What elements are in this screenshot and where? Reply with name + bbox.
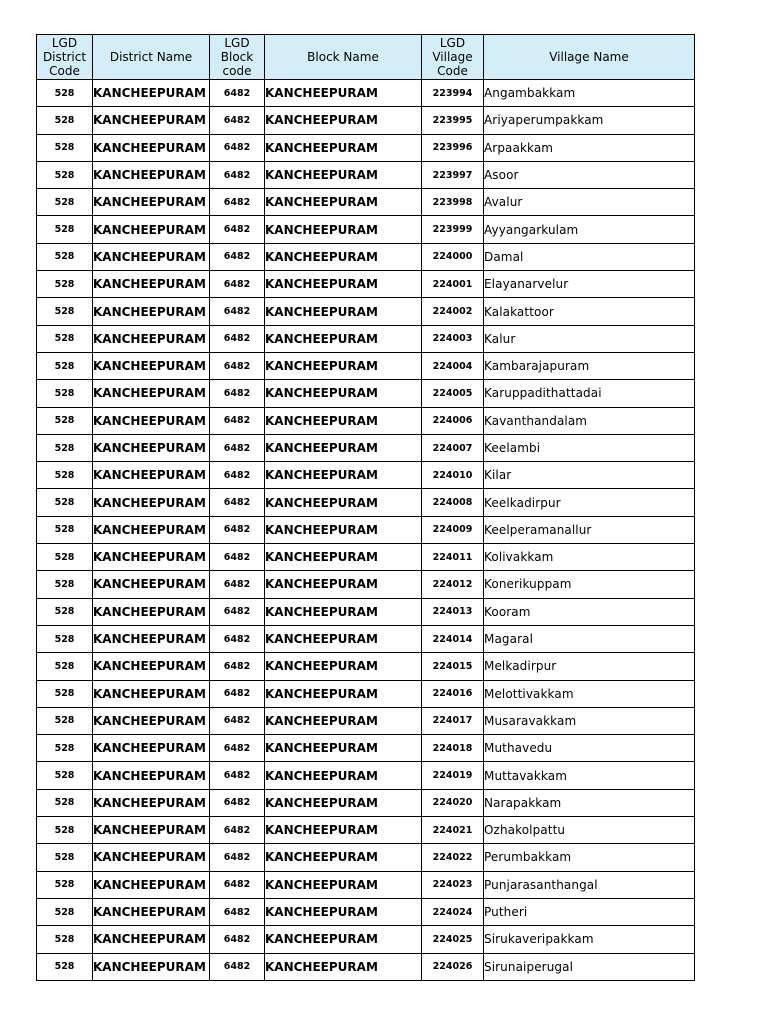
cell-district-code: 528 — [37, 352, 93, 379]
cell-village-name: Keelambi — [484, 434, 695, 461]
table-row — [37, 844, 695, 871]
cell-village-code: 224019 — [422, 762, 484, 789]
cell-block-code: 6482 — [210, 380, 265, 407]
cell-village-name: Sirunaiperugal — [484, 953, 695, 980]
cell-block-name: KANCHEEPURAM — [265, 298, 422, 325]
cell-district-code: 528 — [37, 380, 93, 407]
cell-district-code: 528 — [37, 298, 93, 325]
cell-block-code: 6482 — [210, 898, 265, 925]
table-row — [37, 871, 695, 898]
cell-district-code: 528 — [37, 844, 93, 871]
table-row — [37, 653, 695, 680]
cell-district-name: KANCHEEPURAM — [93, 735, 210, 762]
cell-district-name: KANCHEEPURAM — [93, 789, 210, 816]
cell-block-name: KANCHEEPURAM — [265, 243, 422, 270]
cell-village-code: 224024 — [422, 898, 484, 925]
header-row — [37, 35, 695, 80]
cell-district-code: 528 — [37, 407, 93, 434]
cell-block-code: 6482 — [210, 271, 265, 298]
cell-block-name: KANCHEEPURAM — [265, 325, 422, 352]
cell-village-code: 224009 — [422, 516, 484, 543]
cell-block-code: 6482 — [210, 926, 265, 953]
cell-district-name: KANCHEEPURAM — [93, 953, 210, 980]
cell-village-name: Ayyangarkulam — [484, 216, 695, 243]
cell-block-name: KANCHEEPURAM — [265, 898, 422, 925]
header-district-code: LGD District Code — [37, 35, 93, 80]
cell-village-name: Punjarasanthangal — [484, 871, 695, 898]
cell-block-name: KANCHEEPURAM — [265, 544, 422, 571]
cell-block-name: KANCHEEPURAM — [265, 817, 422, 844]
cell-block-code: 6482 — [210, 325, 265, 352]
cell-block-name: KANCHEEPURAM — [265, 189, 422, 216]
village-list-table — [36, 34, 695, 981]
cell-village-code: 224023 — [422, 871, 484, 898]
cell-village-code: 223994 — [422, 80, 484, 107]
cell-block-name: KANCHEEPURAM — [265, 161, 422, 188]
cell-block-code: 6482 — [210, 789, 265, 816]
cell-village-code: 224012 — [422, 571, 484, 598]
cell-village-code: 224004 — [422, 352, 484, 379]
cell-block-code: 6482 — [210, 134, 265, 161]
cell-village-name: Asoor — [484, 161, 695, 188]
cell-block-code: 6482 — [210, 680, 265, 707]
table-row — [37, 189, 695, 216]
cell-village-name: Avalur — [484, 189, 695, 216]
table-row — [37, 898, 695, 925]
cell-village-code: 224018 — [422, 735, 484, 762]
cell-block-code: 6482 — [210, 352, 265, 379]
cell-village-code: 224013 — [422, 598, 484, 625]
cell-district-name: KANCHEEPURAM — [93, 462, 210, 489]
cell-district-code: 528 — [37, 434, 93, 461]
table-row — [37, 107, 695, 134]
cell-block-code: 6482 — [210, 80, 265, 107]
cell-block-name: KANCHEEPURAM — [265, 653, 422, 680]
cell-village-name: Melkadirpur — [484, 653, 695, 680]
cell-village-code: 224016 — [422, 680, 484, 707]
cell-district-name: KANCHEEPURAM — [93, 926, 210, 953]
cell-block-name: KANCHEEPURAM — [265, 434, 422, 461]
cell-district-code: 528 — [37, 598, 93, 625]
cell-village-code: 224006 — [422, 407, 484, 434]
cell-district-name: KANCHEEPURAM — [93, 380, 210, 407]
cell-district-name: KANCHEEPURAM — [93, 544, 210, 571]
cell-block-code: 6482 — [210, 243, 265, 270]
table-row — [37, 298, 695, 325]
cell-block-code: 6482 — [210, 871, 265, 898]
table-row — [37, 817, 695, 844]
cell-district-code: 528 — [37, 789, 93, 816]
cell-block-code: 6482 — [210, 653, 265, 680]
cell-block-name: KANCHEEPURAM — [265, 134, 422, 161]
cell-block-name: KANCHEEPURAM — [265, 107, 422, 134]
cell-village-code: 224017 — [422, 707, 484, 734]
header-block-name: Block Name — [265, 35, 422, 80]
cell-village-code: 224026 — [422, 953, 484, 980]
cell-district-name: KANCHEEPURAM — [93, 107, 210, 134]
cell-village-code: 224002 — [422, 298, 484, 325]
cell-district-name: KANCHEEPURAM — [93, 271, 210, 298]
cell-district-code: 528 — [37, 735, 93, 762]
cell-district-name: KANCHEEPURAM — [93, 243, 210, 270]
table-row — [37, 161, 695, 188]
cell-district-code: 528 — [37, 653, 93, 680]
cell-block-code: 6482 — [210, 817, 265, 844]
cell-village-code: 224007 — [422, 434, 484, 461]
cell-block-name: KANCHEEPURAM — [265, 762, 422, 789]
cell-village-code: 224010 — [422, 462, 484, 489]
cell-district-name: KANCHEEPURAM — [93, 298, 210, 325]
cell-district-name: KANCHEEPURAM — [93, 80, 210, 107]
header-village-code: LGD Village Code — [422, 35, 484, 80]
table-row — [37, 516, 695, 543]
table-row — [37, 216, 695, 243]
cell-block-name: KANCHEEPURAM — [265, 871, 422, 898]
header-village-name: Village Name — [484, 35, 695, 80]
cell-village-code: 223996 — [422, 134, 484, 161]
cell-district-code: 528 — [37, 107, 93, 134]
cell-block-code: 6482 — [210, 953, 265, 980]
cell-block-code: 6482 — [210, 216, 265, 243]
cell-district-name: KANCHEEPURAM — [93, 571, 210, 598]
header-district-name: District Name — [93, 35, 210, 80]
cell-village-name: Magaral — [484, 625, 695, 652]
cell-district-name: KANCHEEPURAM — [93, 189, 210, 216]
cell-village-code: 224011 — [422, 544, 484, 571]
cell-block-code: 6482 — [210, 189, 265, 216]
cell-village-name: Muthavedu — [484, 735, 695, 762]
cell-village-name: Perumbakkam — [484, 844, 695, 871]
cell-village-name: Kalur — [484, 325, 695, 352]
cell-block-name: KANCHEEPURAM — [265, 598, 422, 625]
cell-village-name: Karuppadithattadai — [484, 380, 695, 407]
cell-block-code: 6482 — [210, 544, 265, 571]
cell-village-code: 224014 — [422, 625, 484, 652]
cell-block-name: KANCHEEPURAM — [265, 352, 422, 379]
table-row — [37, 80, 695, 107]
cell-district-name: KANCHEEPURAM — [93, 817, 210, 844]
cell-district-name: KANCHEEPURAM — [93, 762, 210, 789]
cell-block-name: KANCHEEPURAM — [265, 489, 422, 516]
table-row — [37, 462, 695, 489]
table-row — [37, 352, 695, 379]
cell-district-code: 528 — [37, 325, 93, 352]
cell-district-code: 528 — [37, 134, 93, 161]
cell-block-name: KANCHEEPURAM — [265, 926, 422, 953]
cell-block-name: KANCHEEPURAM — [265, 216, 422, 243]
table-row — [37, 544, 695, 571]
cell-village-name: Konerikuppam — [484, 571, 695, 598]
cell-block-name: KANCHEEPURAM — [265, 844, 422, 871]
cell-district-code: 528 — [37, 80, 93, 107]
cell-village-name: Angambakkam — [484, 80, 695, 107]
cell-district-code: 528 — [37, 707, 93, 734]
cell-village-code: 224015 — [422, 653, 484, 680]
cell-district-name: KANCHEEPURAM — [93, 871, 210, 898]
cell-district-code: 528 — [37, 762, 93, 789]
table-row — [37, 134, 695, 161]
cell-district-name: KANCHEEPURAM — [93, 489, 210, 516]
table-row — [37, 380, 695, 407]
cell-block-name: KANCHEEPURAM — [265, 462, 422, 489]
table-row — [37, 625, 695, 652]
cell-district-name: KANCHEEPURAM — [93, 707, 210, 734]
cell-district-code: 528 — [37, 189, 93, 216]
cell-village-name: Kolivakkam — [484, 544, 695, 571]
cell-district-name: KANCHEEPURAM — [93, 161, 210, 188]
cell-block-name: KANCHEEPURAM — [265, 789, 422, 816]
table-row — [37, 271, 695, 298]
cell-district-name: KANCHEEPURAM — [93, 325, 210, 352]
cell-village-code: 224020 — [422, 789, 484, 816]
cell-village-name: Elayanarvelur — [484, 271, 695, 298]
cell-district-code: 528 — [37, 871, 93, 898]
cell-block-code: 6482 — [210, 489, 265, 516]
cell-district-code: 528 — [37, 544, 93, 571]
cell-village-name: Keelperamanallur — [484, 516, 695, 543]
cell-block-code: 6482 — [210, 434, 265, 461]
cell-district-name: KANCHEEPURAM — [93, 653, 210, 680]
cell-block-name: KANCHEEPURAM — [265, 80, 422, 107]
cell-block-code: 6482 — [210, 462, 265, 489]
cell-village-name: Arpaakkam — [484, 134, 695, 161]
cell-block-name: KANCHEEPURAM — [265, 571, 422, 598]
cell-block-code: 6482 — [210, 107, 265, 134]
cell-village-name: Kavanthandalam — [484, 407, 695, 434]
table-row — [37, 407, 695, 434]
cell-village-name: Ariyaperumpakkam — [484, 107, 695, 134]
cell-block-code: 6482 — [210, 516, 265, 543]
cell-village-name: Sirukaveripakkam — [484, 926, 695, 953]
cell-block-code: 6482 — [210, 571, 265, 598]
cell-village-name: Kooram — [484, 598, 695, 625]
cell-village-code: 223998 — [422, 189, 484, 216]
table-row — [37, 762, 695, 789]
cell-block-code: 6482 — [210, 298, 265, 325]
cell-district-code: 528 — [37, 898, 93, 925]
cell-block-name: KANCHEEPURAM — [265, 625, 422, 652]
cell-block-name: KANCHEEPURAM — [265, 271, 422, 298]
cell-village-code: 224021 — [422, 817, 484, 844]
cell-block-code: 6482 — [210, 735, 265, 762]
cell-district-code: 528 — [37, 571, 93, 598]
cell-village-code: 224008 — [422, 489, 484, 516]
cell-district-code: 528 — [37, 817, 93, 844]
table-row — [37, 434, 695, 461]
cell-village-name: Musaravakkam — [484, 707, 695, 734]
cell-district-code: 528 — [37, 926, 93, 953]
cell-district-name: KANCHEEPURAM — [93, 598, 210, 625]
cell-village-name: Melottivakkam — [484, 680, 695, 707]
cell-district-name: KANCHEEPURAM — [93, 134, 210, 161]
cell-village-code: 224001 — [422, 271, 484, 298]
cell-block-code: 6482 — [210, 625, 265, 652]
cell-district-code: 528 — [37, 489, 93, 516]
cell-village-code: 224003 — [422, 325, 484, 352]
cell-district-name: KANCHEEPURAM — [93, 680, 210, 707]
table-row — [37, 325, 695, 352]
cell-block-code: 6482 — [210, 707, 265, 734]
cell-district-code: 528 — [37, 516, 93, 543]
cell-village-name: Damal — [484, 243, 695, 270]
cell-district-code: 528 — [37, 161, 93, 188]
cell-village-code: 224022 — [422, 844, 484, 871]
cell-district-name: KANCHEEPURAM — [93, 407, 210, 434]
cell-district-name: KANCHEEPURAM — [93, 898, 210, 925]
cell-district-code: 528 — [37, 271, 93, 298]
header-block-code: LGD Block code — [210, 35, 265, 80]
table-body — [37, 80, 695, 981]
cell-block-code: 6482 — [210, 598, 265, 625]
cell-village-code: 223999 — [422, 216, 484, 243]
cell-block-code: 6482 — [210, 161, 265, 188]
cell-district-code: 528 — [37, 625, 93, 652]
table-row — [37, 735, 695, 762]
cell-village-name: Kambarajapuram — [484, 352, 695, 379]
cell-village-name: Narapakkam — [484, 789, 695, 816]
cell-village-name: Ozhakolpattu — [484, 817, 695, 844]
table-row — [37, 926, 695, 953]
cell-district-code: 528 — [37, 462, 93, 489]
cell-block-code: 6482 — [210, 762, 265, 789]
table-row — [37, 680, 695, 707]
cell-block-name: KANCHEEPURAM — [265, 680, 422, 707]
cell-district-name: KANCHEEPURAM — [93, 516, 210, 543]
cell-district-name: KANCHEEPURAM — [93, 352, 210, 379]
cell-village-code: 223995 — [422, 107, 484, 134]
cell-village-code: 224025 — [422, 926, 484, 953]
cell-block-name: KANCHEEPURAM — [265, 735, 422, 762]
cell-block-name: KANCHEEPURAM — [265, 407, 422, 434]
cell-village-name: Muttavakkam — [484, 762, 695, 789]
cell-district-code: 528 — [37, 953, 93, 980]
table-row — [37, 243, 695, 270]
cell-district-name: KANCHEEPURAM — [93, 434, 210, 461]
table-row — [37, 707, 695, 734]
table-row — [37, 789, 695, 816]
cell-district-code: 528 — [37, 243, 93, 270]
table-row — [37, 489, 695, 516]
cell-district-name: KANCHEEPURAM — [93, 216, 210, 243]
cell-block-name: KANCHEEPURAM — [265, 516, 422, 543]
cell-village-name: Kilar — [484, 462, 695, 489]
table-row — [37, 598, 695, 625]
cell-block-name: KANCHEEPURAM — [265, 707, 422, 734]
cell-block-name: KANCHEEPURAM — [265, 380, 422, 407]
cell-village-name: Kalakattoor — [484, 298, 695, 325]
cell-district-code: 528 — [37, 680, 93, 707]
cell-district-name: KANCHEEPURAM — [93, 844, 210, 871]
cell-district-name: KANCHEEPURAM — [93, 625, 210, 652]
table-row — [37, 571, 695, 598]
cell-village-name: Keelkadirpur — [484, 489, 695, 516]
cell-district-code: 528 — [37, 216, 93, 243]
cell-block-code: 6482 — [210, 844, 265, 871]
cell-village-name: Putheri — [484, 898, 695, 925]
cell-block-name: KANCHEEPURAM — [265, 953, 422, 980]
cell-village-code: 223997 — [422, 161, 484, 188]
table-row — [37, 953, 695, 980]
cell-village-code: 224005 — [422, 380, 484, 407]
cell-block-code: 6482 — [210, 407, 265, 434]
cell-village-code: 224000 — [422, 243, 484, 270]
